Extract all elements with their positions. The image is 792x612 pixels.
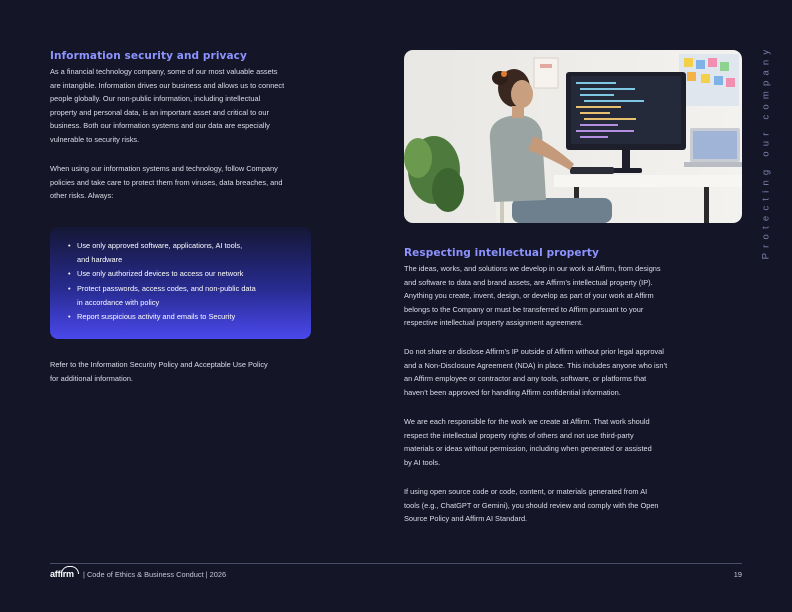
policy-reference: Refer to the Information Security Policy and Acceptable Use Policy for additional information. (50, 360, 268, 383)
always-list (68, 239, 256, 324)
workspace-photo (404, 50, 742, 223)
page-footer (50, 569, 742, 583)
always-callout-box (50, 227, 311, 339)
ip-ownership-paragraph: The ideas, works, and solutions we develop in our work at Affirm, from designs and software to data and brand assets, are Affirm’s intellectual property (IP). Anything you create, invent, design, or develop as part of your work at Affirm belongs to the Company or must be transferred to Affirm pursuant to your respective intellectual property assignment agreement. (404, 264, 661, 328)
footer-divider (50, 563, 742, 564)
info-security-policy: When using our information systems and technology, follow Company policies and take care to protect them from viruses, data breaches, and other risks. Always: (50, 164, 283, 201)
affirm-logo: affirm (50, 569, 74, 579)
info-security-intro: As a financial technology company, some of our most valuable assets are intangible. Information drives our business and allows us to connect people globally. Our non-public information, including intellectual property and personal data, is an important asset and critical to our business. Both our information systems and our data are especially vulnerable to security risks. (50, 67, 285, 144)
list-item: • Use only authorized devices to access our network (68, 267, 256, 281)
ip-responsibility-paragraph: We are each responsible for the work we create at Affirm. That work should respect the intellectual property rights of others and not use third-party materials or ideas without permission, including when generated or assisted by AI tools. (404, 417, 652, 467)
footer-document-title: | Code of Ethics & Business Conduct | 2026 (83, 570, 227, 579)
page-number: 19 (733, 570, 742, 579)
ip-open-source-paragraph: If using open source code or code, content, or materials generated from AI tools (e.g., ChatGPT or Gemini), you should review and comply with the Open Source Policy and Affirm AI Standard. (404, 487, 659, 524)
ip-disclosure-paragraph: Do not share or disclose Affirm’s IP outside of Affirm without prior legal approval and a Non-Disclosure Agreement (NDA) in place. This includes anyone who isn’t an Affirm employee or contractor and any tools, software, or platforms that haven’t been approved for handling Affirm confidential information. (404, 347, 668, 397)
affirm-logo-arc-icon (61, 566, 79, 574)
list-item: • Use only approved software, applications, AI tools, and hardware (68, 239, 256, 267)
section-side-label: Protecting our company (760, 44, 772, 260)
section-heading-intellectual-property: Respecting intellectual property (404, 247, 599, 259)
list-item: • Report suspicious activity and emails to Security (68, 310, 256, 324)
section-heading-info-security: Information security and privacy (50, 50, 247, 62)
list-item: • Protect passwords, access codes, and non-public data in accordance with policy (68, 282, 256, 310)
